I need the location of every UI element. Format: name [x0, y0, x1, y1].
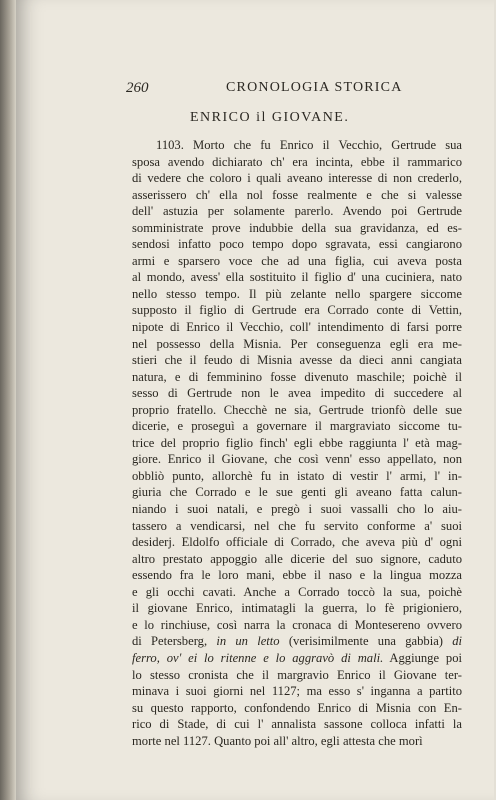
italic-text: di	[452, 634, 462, 649]
text-segment: e lo rinchiuse, così narra la cronaca di Montesereno ovvero	[132, 617, 462, 632]
text-segment: somministrate prove indubbie della sua gravidanza, ed es-	[132, 220, 462, 235]
text-segment: di vedere che coloro i quali aveano interesse di non crederlo,	[132, 171, 462, 186]
text-line	[132, 253, 462, 270]
text-line	[132, 451, 462, 468]
text-line	[132, 137, 462, 154]
text-line	[132, 716, 462, 733]
text-segment: dell' astuzia per solamente parerlo. Avendo poi Gertrude	[132, 204, 462, 219]
text-line	[132, 534, 462, 551]
text-segment: trice del proprio figlio finch' egli ebbe raggiunta l' età mag-	[132, 435, 462, 450]
text-line	[132, 269, 462, 286]
text-line	[132, 700, 462, 717]
text-line	[132, 319, 462, 336]
text-segment: nipote di Enrico il Vecchio, coll' intendimento di farsi porre	[132, 320, 462, 335]
text-segment: giore. Enrico il Giovane, che così venn' esso appellato, non	[132, 452, 462, 467]
book-spine-shadow	[0, 0, 16, 800]
text-segment: tassero a vendicarsi, nel che fu servito conforme a' suoi	[132, 518, 462, 533]
text-line	[132, 286, 462, 303]
text-line	[132, 220, 462, 237]
text-segment: desiderj. Eldolfo officiale di Corrado, che aveva più d' ogni	[132, 535, 462, 550]
text-segment: supposto il figlio di Gertrude era Corrado conte di Vettin,	[132, 303, 462, 318]
text-line	[132, 584, 462, 601]
text-segment: stieri che il feudo di Misnia avesse da dieci anni cangiata	[132, 353, 462, 368]
text-line	[132, 435, 462, 452]
text-segment: nel possesso della Misnia. Per conseguenza egli era me-	[132, 336, 462, 351]
text-line	[132, 369, 462, 386]
text-line	[132, 154, 462, 171]
text-line	[132, 484, 462, 501]
text-line	[132, 203, 462, 220]
text-segment: rico di Stade, di cui l' annalista sassone colloca infatti la	[132, 717, 462, 732]
text-segment: sendosi infatto poco tempo dopo sgravata, essi cangiarono	[132, 237, 462, 252]
text-line	[132, 187, 462, 204]
text-line	[132, 418, 462, 435]
body-paragraph	[132, 137, 462, 749]
text-segment: di Petersberg,	[132, 634, 217, 649]
text-segment: al mondo, avess' ella sostituito il figlio d' una cuciniera, nato	[132, 270, 462, 285]
text-segment: lo stesso cronista che il margravio Enrico il Giovane ter-	[132, 667, 462, 682]
text-line	[132, 518, 462, 535]
text-line	[132, 733, 462, 750]
text-segment: il giovane Enrico, intimatagli la guerra, lo fè prigioniero,	[132, 601, 462, 616]
text-segment: e gli occhi cavati. Anche a Corrado toccò la sua, poichè	[132, 584, 462, 599]
text-segment: sposa avendo dichiarato ch' era incinta, ebbe il rammarico	[132, 154, 462, 169]
text-segment: dicerie, e proseguì a governare il margraviato siccome tu-	[132, 419, 462, 434]
text-segment: su questo rapporto, confondendo Enrico di Misnia con En-	[132, 700, 462, 715]
text-segment: natura, e di femminino fosse divenuto maschile; poichè il	[132, 369, 462, 384]
section-title: ENRICO il GIOVANE.	[190, 110, 350, 125]
text-line	[132, 336, 462, 353]
italic-text: ferro, ov' ei lo ritenne e lo aggravò di mali.	[132, 650, 384, 665]
text-line	[132, 600, 462, 617]
italic-text: in un letto	[216, 634, 280, 649]
text-line	[132, 468, 462, 485]
text-segment: niando i suoi natali, e pregò i suoi vassalli cho lo aiu-	[132, 502, 462, 517]
text-line	[132, 236, 462, 253]
page-number: 260	[126, 80, 149, 96]
text-segment: proprio fratello. Checchè ne sia, Gertrude trionfò delle sue	[132, 402, 462, 417]
text-segment: Aggiunge poi	[383, 650, 462, 665]
text-segment: morte nel 1127. Quanto poi all' altro, egli attesta che morì	[132, 733, 423, 748]
text-segment: altro prestato appoggio alle dicerie del suo signore, caduto	[132, 551, 462, 566]
text-line	[132, 551, 462, 568]
text-segment: asserissero ch' ella nol fosse realmente e che si valesse	[132, 187, 462, 202]
text-segment: obbliò punto, allorchè fu in istato di vestir l' armi, l' in-	[132, 468, 462, 483]
text-segment: minava i suoi giorni nel 1127; ma esso s' inganna a partito	[132, 684, 462, 699]
text-line	[132, 650, 462, 667]
text-line	[132, 352, 462, 369]
text-segment: armi e sparsero voce che ad una figlia, cui aveva posta	[132, 253, 462, 268]
text-line	[132, 567, 462, 584]
text-segment: sesso di Gertrude non le avea impedito di succedere al	[132, 386, 462, 401]
text-line	[132, 402, 462, 419]
text-line	[132, 302, 462, 319]
text-line	[132, 170, 462, 187]
text-line	[132, 667, 462, 684]
text-line	[132, 501, 462, 518]
text-line	[132, 617, 462, 634]
text-segment: 1103. Morto che fu Enrico il Vecchio, Gertrude sua	[156, 138, 462, 152]
text-segment: essendo fra le loro mani, ebbe il naso e la lingua mozza	[132, 568, 462, 583]
text-segment: giuria che Corrado e le sue genti gli aveano fatta calun-	[132, 485, 462, 500]
text-line	[132, 683, 462, 700]
text-segment: nello stesso tempo. Il più zelante nello spargere siccome	[132, 286, 462, 301]
text-line	[132, 633, 462, 650]
text-line	[132, 385, 462, 402]
text-segment: (verisimilmente una gabbia)	[279, 634, 453, 649]
running-head: CRONOLOGIA STORICA	[226, 80, 403, 95]
